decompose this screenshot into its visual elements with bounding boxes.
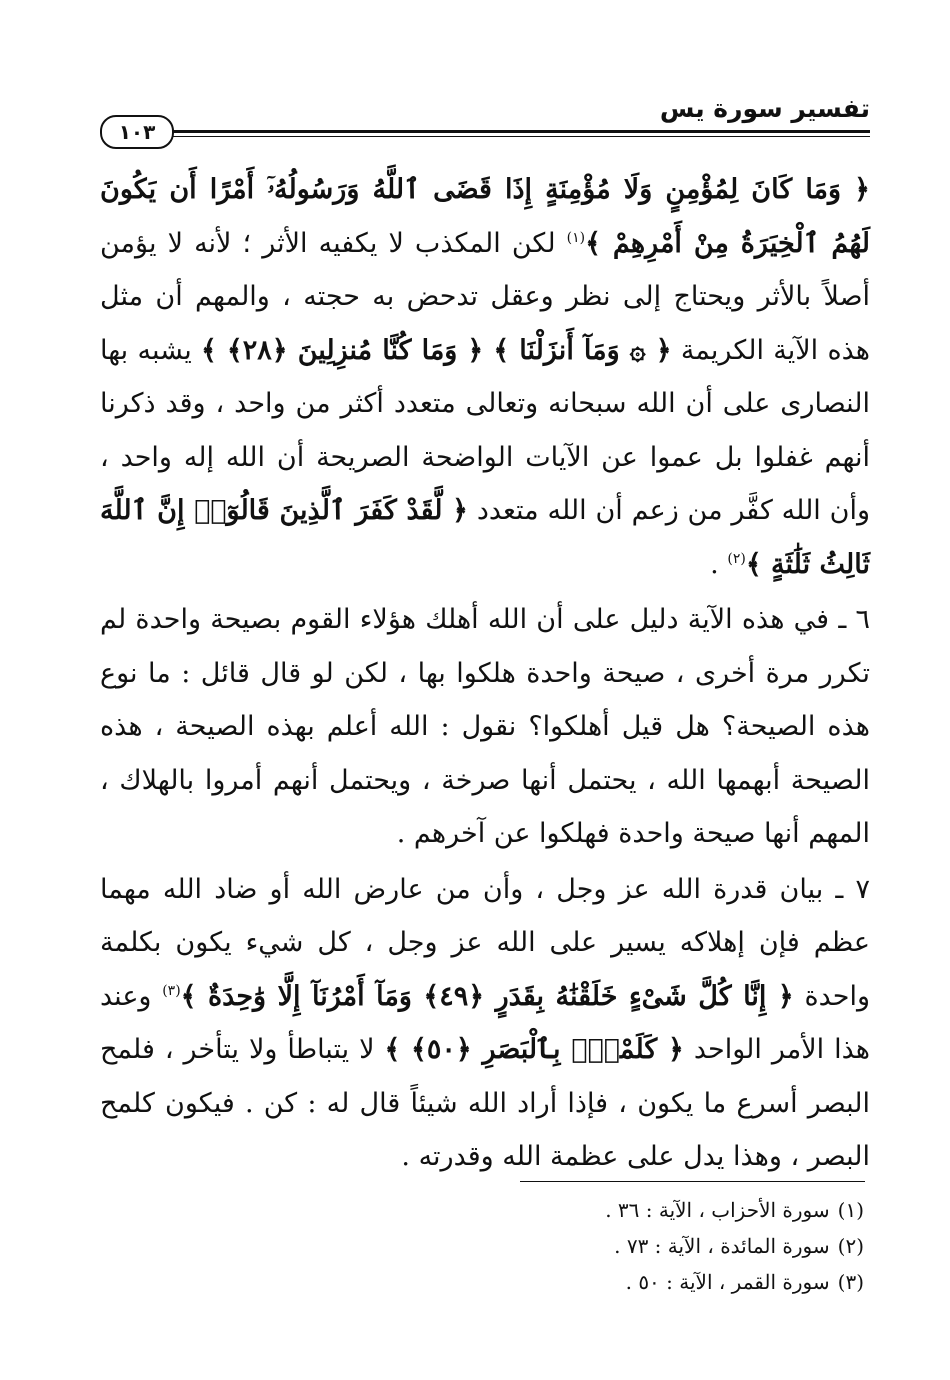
footnote-separator — [520, 1181, 865, 1182]
paragraph-text: يشبه بها النصارى على أن الله سبحانه وتعالى متعدد أكثر من واحد ، وقد ذكرنا أنهم غفلوا بل عموا عن الآيات الواضحة الصريحة أن الله إله واحد ، وأن الله كفَّر من زعم أن الله متعدد — [100, 334, 870, 526]
quran-quote: ﴿ إِنَّا كُلَّ شَىْءٍ خَلَقْنَٰهُ بِقَدَرٍ ﴿٤٩﴾ وَمَآ أَمْرُنَآ إِلَّا وَٰحِدَةٌ ﴾ — [180, 980, 794, 1012]
page-header — [100, 92, 870, 152]
quran-quote: ﴿ ۞ وَمَآ أَنزَلْنَا ﴾ ﴿ وَمَا كُنَّا مُنزِلِينَ ﴿٢٨﴾ ﴾ — [201, 334, 672, 366]
footnote-ref: (٢) — [727, 550, 746, 567]
footnotes — [364, 1192, 864, 1300]
quran-quote: ﴿ كَلَمْحٍۭ بِٱلْبَصَرِ ﴿٥٠﴾ ﴾ — [384, 1034, 684, 1065]
paragraph-3 — [100, 863, 870, 1184]
footnote-number: (٢) — [837, 1234, 864, 1258]
footnote-1 — [364, 1192, 864, 1228]
footnote-ref: (١) — [566, 229, 586, 246]
footnote-text: سورة القمر ، الآية : ٥٠ . — [625, 1270, 830, 1294]
paragraph-text: وعند هذا الأمر الواحد — [100, 980, 870, 1065]
running-title: تفسير سورة يس — [659, 94, 870, 123]
footnote-ref: (٣) — [162, 982, 181, 999]
footnote-number: (١) — [837, 1198, 864, 1222]
header-rule — [162, 130, 870, 133]
header-rule-thin — [162, 136, 870, 137]
quran-quote: ﴿ وَمَا كَانَ لِمُؤْمِنٍ وَلَا مُؤْمِنَةٍ إِذَا قَضَى ٱللَّهُ وَرَسُولُهُۥٓ أَمْرًا أَن يَكُونَ لَهُمُ ٱلْخِيَرَةُ مِنْ أَمْرِهِمْ ﴾ — [100, 174, 870, 259]
body-text — [100, 163, 870, 1186]
paragraph-text: لكن المكذب لا يكفيه الأثر ؛ لأنه لا يؤمن أصلاً بالأثر ويحتاج إلى نظر وعقل تدحض به حجته ، والمهم أن مثل هذه الآية الكريمة — [100, 227, 870, 366]
footnote-3 — [364, 1264, 864, 1300]
paragraph-2: ٦ ـ في هذه الآية دليل على أن الله أهلك هؤلاء القوم بصيحة واحدة لم تكرر مرة أخرى ، صيحة واحدة هلكوا بها ، لكن لو قال قائل : ما نوع هذه الصيحة؟ هل قيل أهلكوا؟ نقول : الله أعلم بهذه الصيحة ، هذه الصيحة أبهمها الله ، يحتمل أنها صرخة ، ويحتمل أنهم أمروا بالهلاك ، المهم أنها صيحة واحدة فهلكوا عن آخرهم . — [100, 604, 870, 849]
footnote-2 — [364, 1228, 864, 1264]
quran-quote: ﴿ لَّقَدْ كَفَرَ ٱلَّذِينَ قَالُوٓا۟ إِنَّ ٱللَّهَ ثَالِثُ ثَلَٰثَةٍ ﴾ — [100, 495, 870, 580]
footnote-text: سورة الأحزاب ، الآية : ٣٦ . — [605, 1198, 830, 1222]
page-number: ١٠٣ — [100, 115, 174, 149]
paragraph-text: . — [710, 548, 728, 580]
footnote-text: سورة المائدة ، الآية : ٧٣ . — [614, 1234, 830, 1258]
paragraph-text: لا يتباطأ ولا يتأخر ، فلمح البصر أسرع ما يكون ، فإذا أراد الله شيئاً قال له : كن . فيكون كلمح البصر ، وهذا يدل على عظمة الله وقدرته . — [100, 1034, 870, 1172]
paragraph-1 — [100, 163, 870, 591]
footnote-number: (٣) — [837, 1270, 864, 1294]
paragraph-text: ٧ ـ بيان قدرة الله عز وجل ، وأن من عارض الله أو ضاد الله مهما عظم فإن إهلاكه يسير على الله عز وجل ، كل شيء يكون بكلمة واحدة — [100, 873, 870, 1012]
